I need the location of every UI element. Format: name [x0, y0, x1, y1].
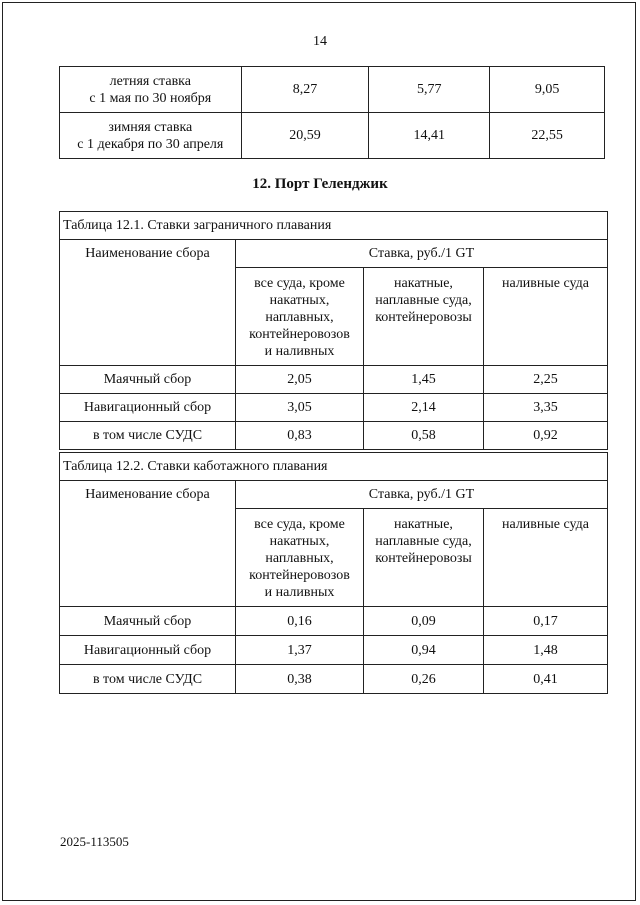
rate-value: 1,48	[484, 636, 608, 665]
fee-name-header: Наименование сбора	[60, 240, 236, 366]
header-line: контейнеровозы	[375, 551, 472, 566]
row-label	[60, 113, 242, 159]
header-line: наплавные суда,	[375, 293, 472, 308]
header-line: накатные,	[394, 517, 453, 532]
rate-value: 0,83	[236, 422, 364, 450]
fee-name: Навигационный сбор	[60, 636, 236, 665]
table-row	[60, 67, 605, 113]
header-line: накатные,	[394, 276, 453, 291]
header-line: все суда, кроме	[254, 276, 345, 291]
fee-name-header: Наименование сбора	[60, 481, 236, 607]
page-number: 14	[313, 34, 327, 49]
rate-value: 0,16	[236, 607, 364, 636]
rate-value: 0,17	[484, 607, 608, 636]
rate-value: 0,94	[364, 636, 484, 665]
fee-name: в том числе СУДС	[60, 665, 236, 694]
foreign-navigation-rates-table	[59, 211, 608, 450]
rate-value: 22,55	[490, 113, 605, 159]
header-line: наплавных,	[265, 310, 334, 325]
table-row	[60, 665, 608, 694]
header-line: накатных,	[269, 293, 330, 308]
column-header-all-vessels	[236, 509, 364, 607]
table-row	[60, 422, 608, 450]
table-caption: Таблица 12.2. Ставки каботажного плавания	[60, 453, 608, 481]
rate-value: 3,35	[484, 394, 608, 422]
header-line: контейнеровозов	[249, 568, 350, 583]
rate-value: 9,05	[490, 67, 605, 113]
rate-value: 0,09	[364, 607, 484, 636]
header-line: наплавные суда,	[375, 534, 472, 549]
table-row	[60, 113, 605, 159]
header-line: наливные суда	[501, 517, 589, 532]
header-line: и наливных	[264, 585, 335, 600]
row-label-line: зимняя ставка	[108, 119, 193, 135]
fee-name: Маячный сбор	[60, 607, 236, 636]
rate-value: 2,14	[364, 394, 484, 422]
column-header-roro	[364, 268, 484, 366]
table-row	[60, 636, 608, 665]
rate-header: Ставка, руб./1 GT	[236, 481, 608, 509]
column-header-tankers	[484, 268, 608, 366]
header-line: накатных,	[269, 534, 330, 549]
rate-value: 0,41	[484, 665, 608, 694]
top-rates-table	[59, 66, 605, 159]
row-label-line: с 1 декабря по 30 апреля	[77, 136, 224, 152]
header-line: наплавных,	[265, 551, 334, 566]
header-line: контейнеровозов	[249, 327, 350, 342]
row-label-line: с 1 мая по 30 ноября	[89, 90, 212, 106]
fee-name: Навигационный сбор	[60, 394, 236, 422]
table-row	[60, 366, 608, 394]
header-line: наливные суда	[501, 276, 589, 291]
rate-value: 8,27	[241, 67, 369, 113]
header-line: и наливных	[264, 344, 335, 359]
row-label-line: летняя ставка	[109, 73, 191, 89]
rate-value: 2,05	[236, 366, 364, 394]
table-caption: Таблица 12.1. Ставки заграничного плавания	[60, 212, 608, 240]
fee-name: в том числе СУДС	[60, 422, 236, 450]
document-code: 2025-113505	[60, 834, 129, 849]
fee-name: Маячный сбор	[60, 366, 236, 394]
rate-value: 14,41	[369, 113, 490, 159]
section-title: 12. Порт Геленджик	[252, 176, 388, 192]
rate-value: 5,77	[369, 67, 490, 113]
column-header-all-vessels	[236, 268, 364, 366]
rate-value: 1,37	[236, 636, 364, 665]
rate-header: Ставка, руб./1 GT	[236, 240, 608, 268]
rate-value: 0,92	[484, 422, 608, 450]
row-label	[60, 67, 242, 113]
coastal-navigation-rates-table	[59, 452, 608, 694]
rate-value: 0,38	[236, 665, 364, 694]
header-line: все суда, кроме	[254, 517, 345, 532]
rate-value: 1,45	[364, 366, 484, 394]
rate-value: 2,25	[484, 366, 608, 394]
column-header-roro	[364, 509, 484, 607]
table-row	[60, 394, 608, 422]
table-row	[60, 607, 608, 636]
rate-value: 3,05	[236, 394, 364, 422]
rate-value: 0,58	[364, 422, 484, 450]
header-line: контейнеровозы	[375, 310, 472, 325]
rate-value: 20,59	[241, 113, 369, 159]
column-header-tankers	[484, 509, 608, 607]
rate-value: 0,26	[364, 665, 484, 694]
